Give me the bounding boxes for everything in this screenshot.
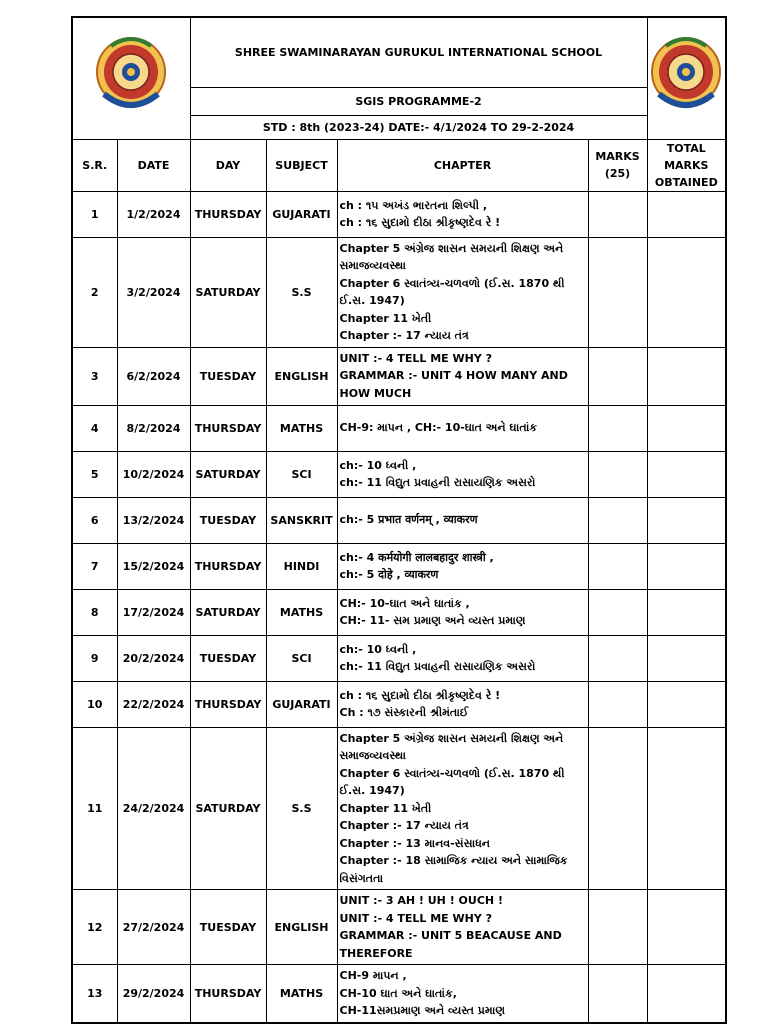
cell-sr: 2 [72, 237, 117, 347]
cell-total-marks [647, 589, 726, 635]
cell-chapter [337, 543, 588, 589]
table-row [72, 543, 726, 589]
col-date: DATE [117, 139, 190, 191]
cell-date: 13/2/2024 [117, 497, 190, 543]
chapter-line: Chapter :- 18 સામાજિક ન્યાય અને સામાજિક વિસંગતતા [339, 854, 568, 885]
table-row [72, 497, 726, 543]
chapter-line: CH-10 ઘાત અને ઘાતાંક, [339, 986, 457, 1000]
cell-marks [588, 191, 647, 237]
table-row [72, 890, 726, 965]
cell-chapter [337, 635, 588, 681]
chapter-line: Ch : ૧૭ સંસ્કારની શ્રીમંતાઈ [339, 706, 469, 719]
cell-day: SATURDAY [190, 727, 266, 890]
cell-subject: ENGLISH [266, 890, 337, 965]
cell-total-marks [647, 635, 726, 681]
cell-subject: GUJARATI [266, 191, 337, 237]
table-row [72, 727, 726, 890]
cell-total-marks [647, 890, 726, 965]
cell-date: 10/2/2024 [117, 451, 190, 497]
chapter-line: CH:- 11- સમ પ્રમાણ અને વ્યસ્ત પ્રમાણ [339, 614, 526, 627]
cell-total-marks [647, 681, 726, 727]
cell-date: 29/2/2024 [117, 965, 190, 1023]
cell-subject: GUJARATI [266, 681, 337, 727]
cell-chapter [337, 497, 588, 543]
cell-date: 15/2/2024 [117, 543, 190, 589]
col-total-line3: OBTAINED [654, 175, 718, 189]
cell-day: THURSDAY [190, 543, 266, 589]
table-row [72, 589, 726, 635]
std-date-line: STD : 8th (2023-24) DATE:- 4/1/2024 TO 29-2-2024 [190, 115, 647, 139]
cell-subject: SCI [266, 451, 337, 497]
school-crest-icon [649, 34, 723, 118]
chapter-line: Chapter 5 અંગ્રેજ શાસન સમયની શિક્ષણ અને સમાજવ્યવસ્થા [339, 241, 564, 272]
cell-date: 17/2/2024 [117, 589, 190, 635]
chapter-line: Chapter :- 17 ન્યાય તંત્ર [339, 329, 469, 342]
cell-sr: 12 [72, 890, 117, 965]
col-sr: S.R. [72, 139, 117, 191]
cell-date: 8/2/2024 [117, 405, 190, 451]
cell-day: TUESDAY [190, 635, 266, 681]
right-logo-cell [647, 17, 726, 139]
chapter-line: CH-9: માપન , CH:- 10-ઘાત અને ઘાતાંક [339, 421, 538, 435]
chapter-line: CH:- 10-ઘાત અને ઘાતાંક , [339, 596, 470, 610]
cell-chapter [337, 237, 588, 347]
chapter-line: Chapter :- 13 માનવ-સંસાધન [339, 836, 490, 850]
col-marks-line1: MARKS [595, 150, 640, 163]
cell-subject: HINDI [266, 543, 337, 589]
cell-subject: SANSKRIT [266, 497, 337, 543]
cell-sr: 3 [72, 347, 117, 405]
chapter-line: UNIT :- 3 AH ! UH ! OUCH ! [339, 894, 503, 907]
cell-chapter [337, 727, 588, 890]
svg-text:RAJKOT: RAJKOT [118, 108, 144, 116]
cell-sr: 8 [72, 589, 117, 635]
chapter-line: Chapter :- 17 ન્યાય તંત્ર [339, 819, 469, 832]
chapter-line: ch:- 5 प्रभात वर्णनम् , व्याकरण [339, 513, 478, 527]
cell-date: 20/2/2024 [117, 635, 190, 681]
cell-date: 22/2/2024 [117, 681, 190, 727]
chapter-line: ch : ૧૬ સુદામો દીઠા શ્રીકૃષ્ણદેવ રે ! [339, 688, 501, 702]
column-header-row [72, 139, 726, 191]
cell-marks [588, 543, 647, 589]
cell-subject: S.S [266, 727, 337, 890]
cell-marks [588, 890, 647, 965]
cell-chapter [337, 890, 588, 965]
chapter-line: CH-11સમપ્રમાણ અને વ્યસ્ત પ્રમાણ [339, 1004, 505, 1017]
cell-marks [588, 497, 647, 543]
cell-day: THURSDAY [190, 681, 266, 727]
cell-date: 6/2/2024 [117, 347, 190, 405]
cell-date: 24/2/2024 [117, 727, 190, 890]
cell-marks [588, 451, 647, 497]
cell-sr: 10 [72, 681, 117, 727]
col-subject: SUBJECT [266, 139, 337, 191]
chapter-line: ch:- 11 વિદ્યુત પ્રવાહની રાસાયણિક અસરો [339, 660, 536, 673]
chapter-line: ch : ૧૬ સુદામો દીઠા શ્રીકૃષ્ણદેવ રે ! [339, 216, 501, 229]
cell-subject: S.S [266, 237, 337, 347]
cell-total-marks [647, 727, 726, 890]
cell-marks [588, 727, 647, 890]
cell-total-marks [647, 347, 726, 405]
school-name: SHREE SWAMINARAYAN GURUKUL INTERNATIONAL SCHOOL [190, 17, 647, 87]
cell-day: TUESDAY [190, 890, 266, 965]
cell-marks [588, 347, 647, 405]
chapter-line: ch:- 4 कर्मयोगी लालबहादुर शास्त्री , [339, 550, 494, 564]
chapter-line: ch:- 5 दोहे , व्याकरण [339, 568, 439, 581]
cell-marks [588, 681, 647, 727]
cell-day: SATURDAY [190, 451, 266, 497]
cell-chapter [337, 681, 588, 727]
cell-subject: MATHS [266, 589, 337, 635]
programme-title: SGIS PROGRAMME-2 [190, 87, 647, 115]
cell-chapter [337, 451, 588, 497]
cell-total-marks [647, 405, 726, 451]
col-chapter: CHAPTER [337, 139, 588, 191]
table-row [72, 681, 726, 727]
col-total-line2: MARKS [664, 158, 709, 172]
cell-date: 27/2/2024 [117, 890, 190, 965]
cell-sr: 13 [72, 965, 117, 1023]
chapter-line: ch:- 10 ધ્વની , [339, 458, 417, 472]
col-day: DAY [190, 139, 266, 191]
cell-subject: ENGLISH [266, 347, 337, 405]
cell-marks [588, 965, 647, 1023]
cell-total-marks [647, 497, 726, 543]
cell-marks [588, 405, 647, 451]
col-marks [588, 139, 647, 191]
cell-marks [588, 635, 647, 681]
chapter-line: UNIT :- 4 TELL ME WHY ? [339, 351, 493, 365]
cell-total-marks [647, 237, 726, 347]
chapter-line: Chapter 5 અંગ્રેજ શાસન સમયની શિક્ષણ અને સમાજવ્યવસ્થા [339, 731, 564, 762]
school-crest-icon [94, 34, 168, 118]
chapter-line: CH-9 માપન , [339, 969, 407, 982]
chapter-line: ch:- 10 ધ્વની , [339, 642, 417, 656]
table-row [72, 191, 726, 237]
chapter-line: ch:- 11 વિદ્યુત પ્રવાહની રાસાયણિક અસરો [339, 476, 536, 489]
table-row [72, 347, 726, 405]
cell-chapter [337, 965, 588, 1023]
chapter-line: Chapter 6 સ્વાતંત્ર્ય-ચળવળો (ઈ.સ. 1870 થી ઈ.સ. 1947) [339, 276, 565, 307]
cell-total-marks [647, 965, 726, 1023]
cell-day: TUESDAY [190, 347, 266, 405]
cell-sr: 1 [72, 191, 117, 237]
cell-sr: 6 [72, 497, 117, 543]
col-total-line1: TOTAL [666, 141, 706, 155]
cell-marks [588, 589, 647, 635]
cell-day: THURSDAY [190, 405, 266, 451]
cell-sr: 9 [72, 635, 117, 681]
cell-date: 1/2/2024 [117, 191, 190, 237]
chapter-line: GRAMMAR :- UNIT 5 BEACAUSE AND THEREFORE [339, 929, 562, 960]
schedule-table [71, 16, 727, 1024]
chapter-line: Chapter 11 ખેતી [339, 311, 432, 325]
table-row [72, 965, 726, 1023]
cell-chapter [337, 347, 588, 405]
exam-schedule-sheet [71, 16, 725, 1024]
cell-day: TUESDAY [190, 497, 266, 543]
col-total-marks [647, 139, 726, 191]
cell-day: SATURDAY [190, 237, 266, 347]
cell-marks [588, 237, 647, 347]
cell-total-marks [647, 451, 726, 497]
cell-sr: 4 [72, 405, 117, 451]
cell-subject: MATHS [266, 405, 337, 451]
cell-chapter [337, 191, 588, 237]
svg-text:RAJKOT: RAJKOT [673, 108, 699, 116]
chapter-line: Chapter 11 ખેતી [339, 801, 432, 815]
chapter-line: Chapter 6 સ્વાતંત્ર્ય-ચળવળો (ઈ.સ. 1870 થી ઈ.સ. 1947) [339, 766, 565, 797]
cell-sr: 11 [72, 727, 117, 890]
cell-chapter [337, 589, 588, 635]
cell-total-marks [647, 191, 726, 237]
chapter-line: ch : ૧૫ અખંડ ભારતના શિલ્પી , [339, 198, 488, 212]
left-logo-cell [72, 17, 190, 139]
cell-day: THURSDAY [190, 965, 266, 1023]
table-row [72, 451, 726, 497]
cell-subject: SCI [266, 635, 337, 681]
table-row [72, 635, 726, 681]
chapter-line: UNIT :- 4 TELL ME WHY ? [339, 911, 493, 925]
cell-subject: MATHS [266, 965, 337, 1023]
cell-day: SATURDAY [190, 589, 266, 635]
col-marks-line2: (25) [604, 167, 631, 180]
cell-day: THURSDAY [190, 191, 266, 237]
chapter-line: GRAMMAR :- UNIT 4 HOW MANY AND HOW MUCH [339, 369, 568, 400]
table-row [72, 237, 726, 347]
cell-sr: 5 [72, 451, 117, 497]
cell-total-marks [647, 543, 726, 589]
cell-date: 3/2/2024 [117, 237, 190, 347]
cell-chapter [337, 405, 588, 451]
cell-sr: 7 [72, 543, 117, 589]
table-row [72, 405, 726, 451]
